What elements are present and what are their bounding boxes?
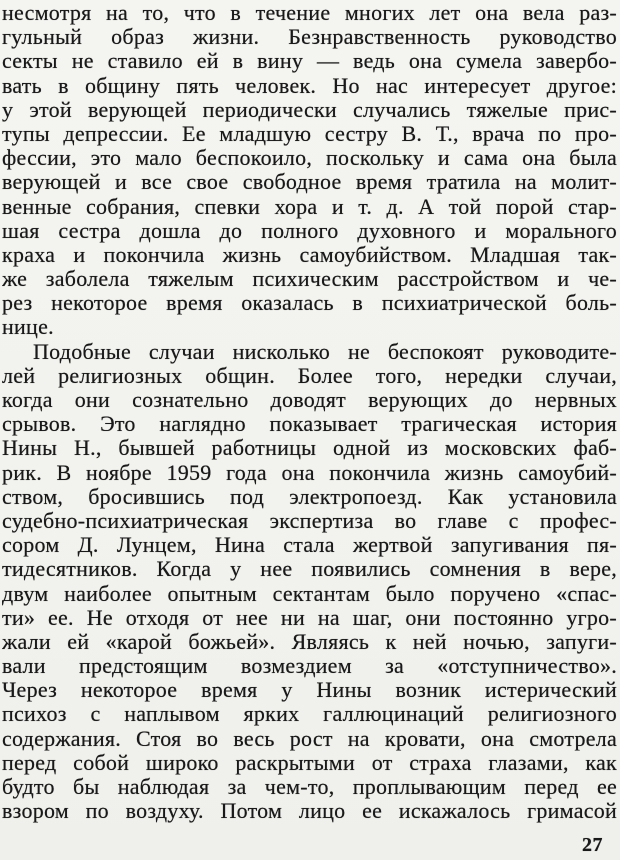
text-line: психоз с наплывом ярких галлюцинаций религиозного [2,702,617,727]
text-line: вали предстоящим возмездием за «отступничество». [2,654,617,679]
text-line: ством, бросившись под электропоезд. Как установила [2,484,617,509]
text-line: перед собой широко раскрытыми от страха глазами, как [2,750,617,775]
text-line: тупы депрессии. Ее младшую сестру В. Т., врача по про- [2,121,617,146]
text-line: содержания. Стоя во весь рост на кровати, она смотрела [2,726,617,751]
text-line: венные собрания, спевки хора и т. д. А той порой стар- [2,194,617,219]
text-line: верующей и все свое свободное время тратила на молит- [2,170,617,195]
text-line: вать в общину пять человек. Но нас интересует другое: [2,73,617,98]
text-line: лей религиозных общин. Более того, нередки случаи, [2,363,617,388]
text-line: когда они сознательно доводят верующих до нервных [2,388,617,412]
text-line: у этой верующей периодически случались тяжелые прис- [2,97,617,122]
body-text [2,1,617,823]
text-line: тидесятников. Когда у нее появились сомнения в вере, [2,557,617,582]
text-line: краха и покончила жизнь самоубийством. Младшая так- [2,242,617,267]
text-line: рик. В ноябре 1959 года она покончила жизнь самоубий- [2,460,617,485]
text-line: сором Д. Лунцем, Нина стала жертвой запугивания пя- [2,533,617,558]
text-line: двум наиболее опытным сектантам было поручено «спас- [2,581,617,606]
text-line: секты не ставило ей в вину — ведь она сумела завербо- [2,49,617,74]
text-line: рез некоторое время оказалась в психиатрической боль- [2,291,617,316]
text-line: же заболела тяжелым психическим расстройством и че- [2,267,617,292]
text-line: судебно-психиатрическая экспертиза во главе с профес- [2,508,617,533]
text-line: фессии, это мало беспокоило, поскольку и сама она была [2,146,617,171]
text-line: Нины Н., бывшей работницы одной из московских фаб- [2,436,617,461]
text-line: Через некоторое время у Нины возник истерический [2,678,617,703]
text-line: гульный образ жизни. Безнравственность руководство [2,25,617,50]
page-number: 27 [582,834,603,856]
text-line: жали ей «карой божьей». Являясь к ней ночью, запуги- [2,629,617,654]
text-line: срывов. Это наглядно показывает трагическая история [2,412,617,437]
text-line: несмотря на то, что в течение многих лет она вела раз- [2,1,617,25]
text-line: Подобные случаи нисколько не беспокоят руководите- [33,339,617,364]
text-line: ти» ее. Не отходя от нее ни на шаг, они постоянно угро- [2,605,617,630]
text-line: шая сестра дошла до полного духовного и морального [2,218,617,243]
text-line: нице. [2,315,54,340]
text-line: взором по воздуху. Потом лицо ее искажалось гримасой [2,799,617,824]
text-line: будто бы наблюдая за чем-то, проплывающим перед ее [2,775,617,799]
